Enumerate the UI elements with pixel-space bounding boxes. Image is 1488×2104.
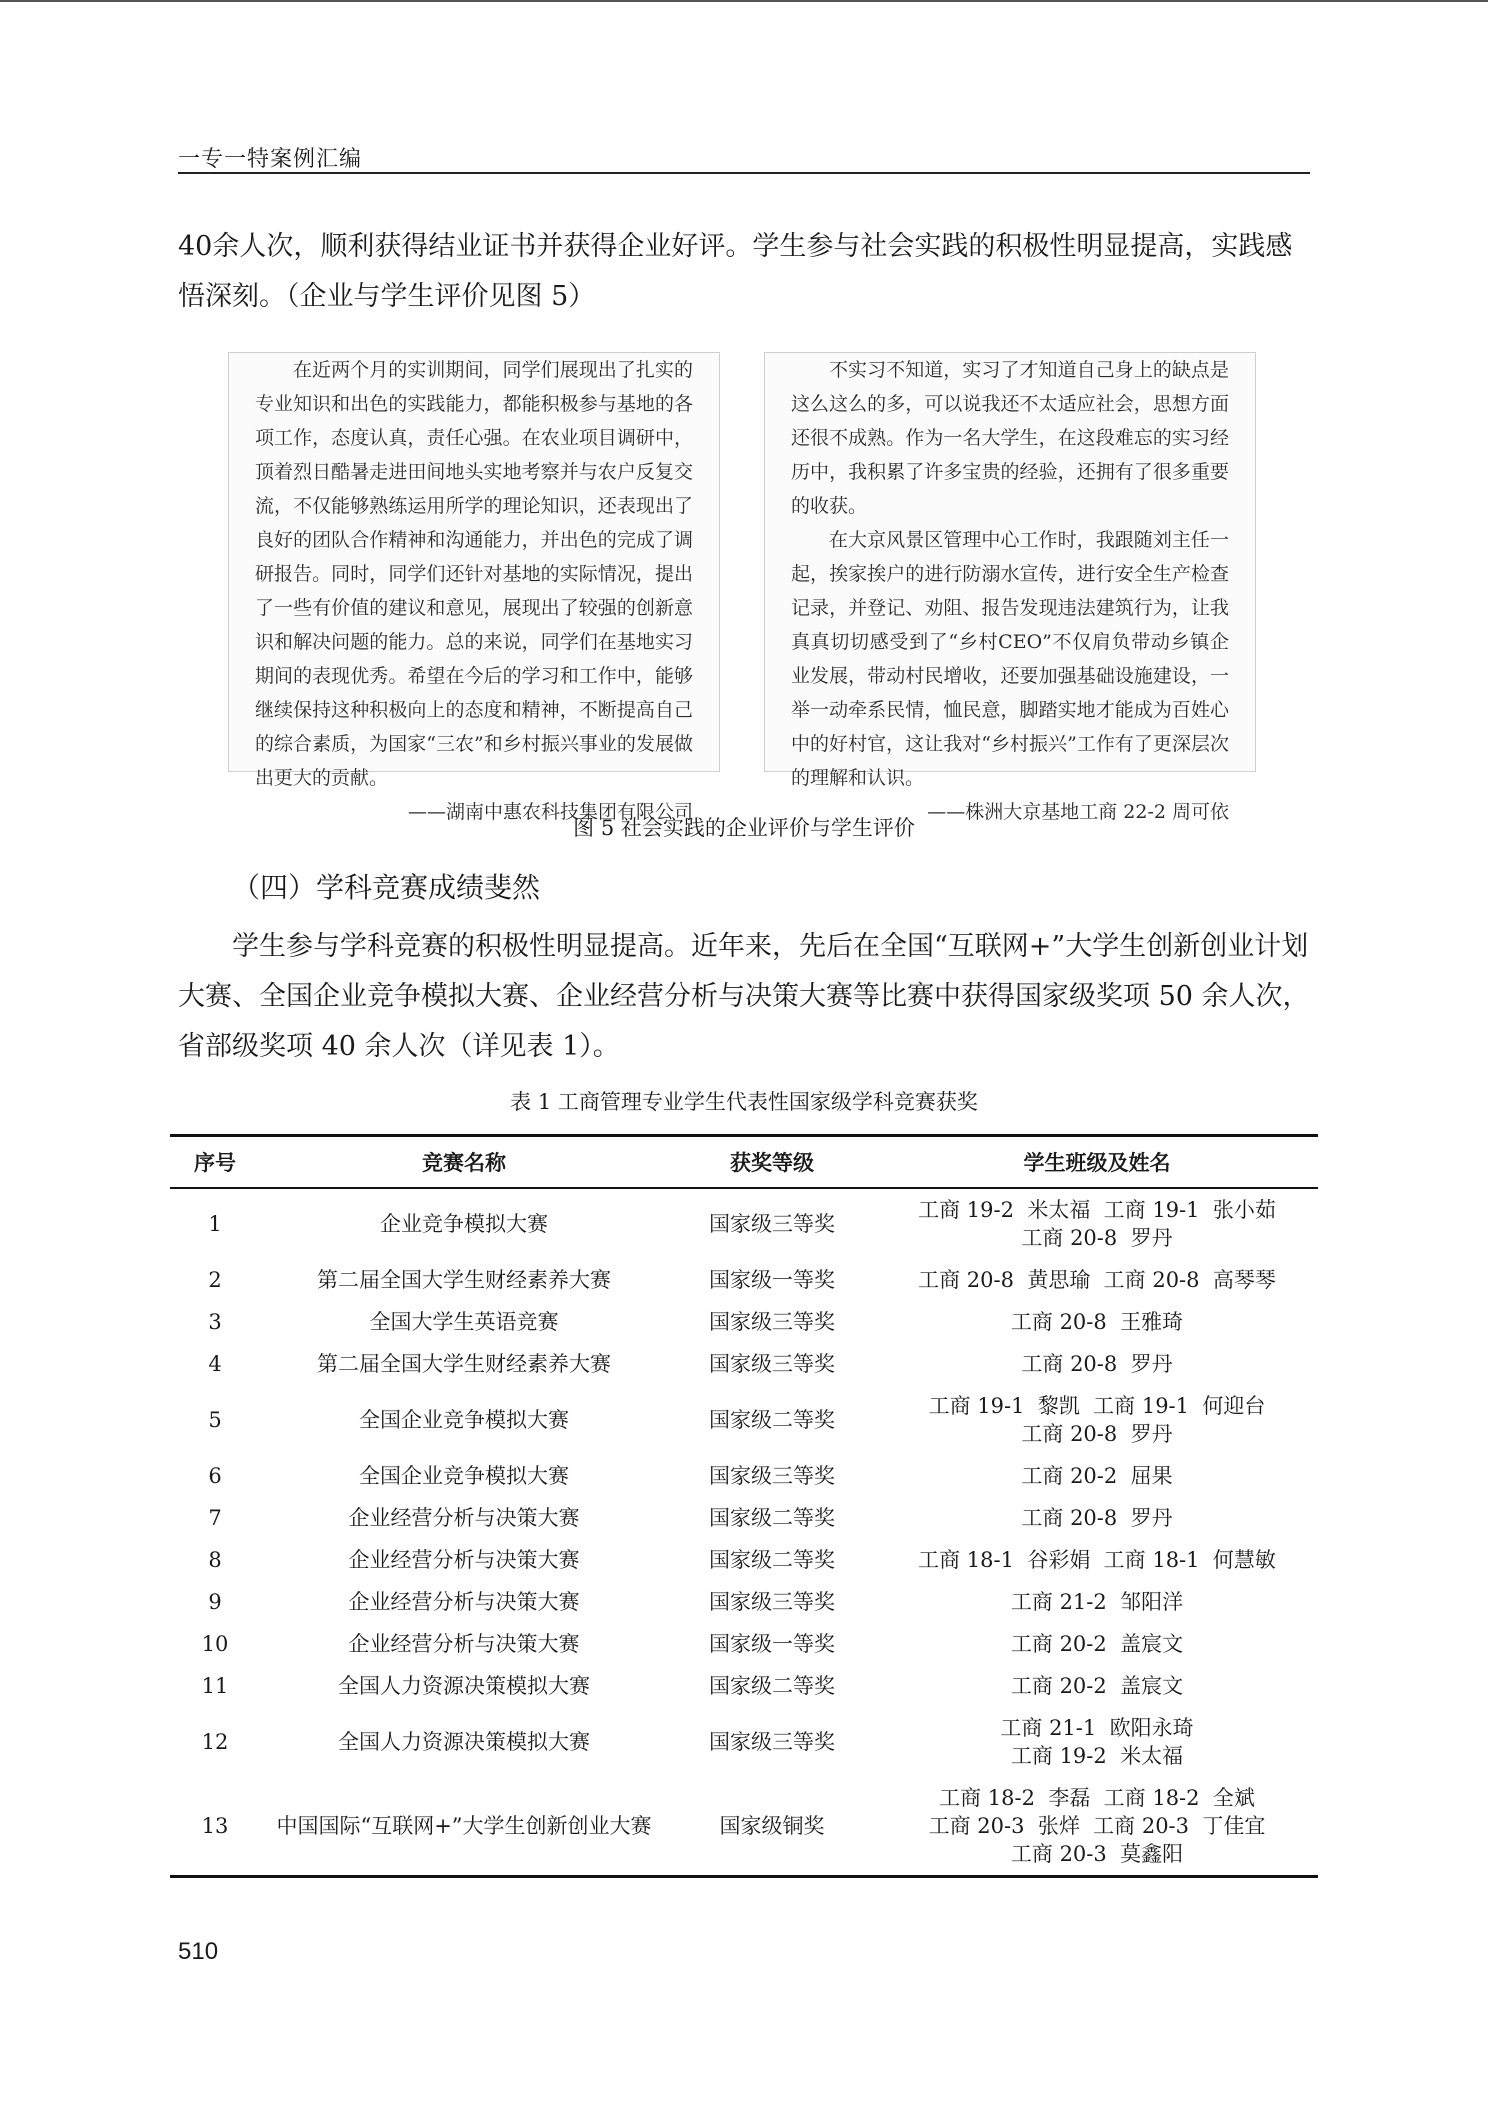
enterprise-evaluation-text: [255, 353, 693, 795]
student-line: 工商 20-8 黄思瑜 工商 20-8 高琴琴: [918, 1268, 1276, 1292]
cell-competition: 全国人力资源决策模拟大赛: [338, 1674, 590, 1698]
table-row: [170, 1497, 1318, 1539]
cell-award-level: 国家级二等奖: [709, 1506, 835, 1530]
cell-competition: 企业经营分析与决策大赛: [348, 1632, 580, 1656]
cell-number: 5: [208, 1408, 222, 1432]
cell-number: 8: [208, 1548, 222, 1572]
section-heading: （四）学科竞赛成绩斐然: [232, 871, 541, 904]
cell-award-level: 国家级铜奖: [668, 1777, 876, 1877]
enterprise-evaluation-panel: [228, 352, 720, 823]
header-number: 序号: [170, 1136, 260, 1189]
student-line: 工商 20-2 屈果: [1021, 1464, 1173, 1488]
student-line: 工商 20-8 罗丹: [1021, 1226, 1173, 1250]
cell-students: [876, 1665, 1318, 1707]
cell-number: 12: [201, 1730, 229, 1754]
cell-number: 9: [208, 1590, 222, 1614]
table-row: [170, 1777, 1318, 1877]
student-line: 工商 20-8 罗丹: [1021, 1352, 1173, 1376]
cell-competition: 全国大学生英语竞赛: [369, 1310, 559, 1334]
cell-number: 3: [208, 1310, 222, 1334]
enterprise-evaluation-paragraph: 在近两个月的实训期间，同学们展现出了扎实的专业知识和出色的实践能力，都能积极参与基地的各项工作，态度认真，责任心强。在农业项目调研中，顶着烈日酷暑走进田间地头实地考察并与农户反复交流，不仅能够熟练运用所学的理论知识，还表现出了良好的团队合作精神和沟通能力，并出色的完成了调研报告。同时，同学们还针对基地的实际情况，提出了一些有价值的建议和意见，展现出了较强的创新意识和解决问题的能力。总的来说，同学们在基地实习期间的表现优秀。希望在今后的学习和工作中，能够继续保持这种积极向上的态度和精神，不断提高自己的综合素质，为国家“三农”和乡村振兴事业的发展做出更大的贡献。: [255, 359, 693, 789]
student-evaluation-text: [791, 353, 1229, 795]
cell-award-level: 国家级二等奖: [709, 1548, 835, 1572]
cell-award-level: 国家级二等奖: [709, 1408, 835, 1432]
student-line: 工商 20-8 王雅琦: [1010, 1310, 1184, 1334]
table-row: [170, 1343, 1318, 1385]
cell-number: 1: [208, 1212, 222, 1236]
table-row: [170, 1581, 1318, 1623]
cell-students: [876, 1455, 1318, 1497]
table-row: [170, 1385, 1318, 1455]
student-line: 工商 18-2 李磊 工商 18-2 全斌: [939, 1786, 1255, 1810]
cell-competition: 企业经营分析与决策大赛: [348, 1590, 580, 1614]
cell-competition: 企业经营分析与决策大赛: [348, 1548, 580, 1572]
cell-award-level: 国家级三等奖: [709, 1730, 835, 1754]
cell-competition: 全国企业竞争模拟大赛: [359, 1464, 569, 1488]
cell-award-level: 国家级二等奖: [709, 1674, 835, 1698]
figure-caption: 图 5 社会实践的企业评价与学生评价: [573, 816, 915, 840]
student-line: 工商 20-8 罗丹: [1021, 1422, 1173, 1446]
table-caption: 表 1 工商管理专业学生代表性国家级学科竞赛获奖: [510, 1090, 978, 1114]
cell-students: [876, 1385, 1318, 1455]
cell-students: [876, 1188, 1318, 1259]
cell-competition: 第二届全国大学生财经素养大赛: [317, 1268, 611, 1292]
student-line: 工商 21-2 邹阳洋: [1010, 1590, 1184, 1614]
cell-competition: 企业竞争模拟大赛: [380, 1212, 548, 1236]
student-line: 工商 20-3 张烊 工商 20-3 丁佳宜: [928, 1814, 1266, 1838]
student-line: 工商 19-1 黎凯 工商 19-1 何迎台: [928, 1394, 1266, 1418]
cell-number: 10: [201, 1632, 229, 1656]
table-row: [170, 1665, 1318, 1707]
student-evaluation-signature: ——株洲大京基地工商 22-2 周可依: [927, 801, 1229, 823]
cell-award-level: 国家级三等奖: [709, 1352, 835, 1376]
student-line: 工商 20-2 盖宸文: [1010, 1632, 1184, 1656]
top-border-line: [0, 0, 1488, 2]
cell-students: [876, 1497, 1318, 1539]
table-header-row: [170, 1136, 1318, 1189]
cell-competition: 全国企业竞争模拟大赛: [359, 1408, 569, 1432]
student-line: 工商 20-3 莫鑫阳: [1010, 1842, 1184, 1866]
table-row: [170, 1623, 1318, 1665]
cell-students: [876, 1777, 1318, 1877]
student-line: 工商 19-2 米太福 工商 19-1 张小茹: [918, 1198, 1276, 1222]
cell-students: [876, 1259, 1318, 1301]
intro-paragraph: 40余人次，顺利获得结业证书并获得企业好评。学生参与社会实践的积极性明显提高，实践感悟深刻。（企业与学生评价见图 5）: [178, 231, 1293, 312]
enterprise-evaluation-signature: ——湖南中惠农科技集团有限公司: [407, 801, 693, 823]
student-evaluation-paragraph: 在大京风景区管理中心工作时，我跟随刘主任一起，挨家挨户的进行防溺水宣传，进行安全生产检查记录，并登记、劝阻、报告发现违法建筑行为，让我真真切切感受到了“乡村CEO”不仅肩负带动乡镇企业发展，带动村民增收，还要加强基础设施建设，一举一动牵系民情，恤民意，脚踏实地才能成为百姓心中的好村官，这让我对“乡村振兴”工作有了更深层次的理解和认识。: [791, 529, 1229, 789]
student-line: 工商 19-2 米太福: [1010, 1744, 1184, 1768]
cell-award-level: 国家级三等奖: [709, 1212, 835, 1236]
header-award-level: 获奖等级: [668, 1136, 876, 1189]
cell-number: 2: [208, 1268, 222, 1292]
cell-competition: 中国国际“互联网+”大学生创新创业大赛: [260, 1777, 668, 1877]
header-competition: 竞赛名称: [260, 1136, 668, 1189]
cell-number: 11: [201, 1674, 229, 1698]
page-number: 510: [178, 1938, 219, 1965]
header-divider: [178, 172, 1310, 174]
cell-students: [876, 1707, 1318, 1777]
table-row: [170, 1707, 1318, 1777]
cell-number: 4: [208, 1352, 222, 1376]
table-row: [170, 1301, 1318, 1343]
cell-students: [876, 1623, 1318, 1665]
cell-competition: 全国人力资源决策模拟大赛: [338, 1730, 590, 1754]
table-row: [170, 1188, 1318, 1259]
cell-number: 6: [208, 1464, 222, 1488]
cell-competition: 企业经营分析与决策大赛: [348, 1506, 580, 1530]
awards-table: [170, 1134, 1318, 1878]
cell-number: 7: [208, 1506, 222, 1530]
student-evaluation-paragraph: 不实习不知道，实习了才知道自己身上的缺点是这么这么的多，可以说我还不太适应社会，思想方面还很不成熟。作为一名大学生，在这段难忘的实习经历中，我积累了许多宝贵的经验，还拥有了很多重要的收获。: [791, 359, 1229, 517]
cell-award-level: 国家级三等奖: [709, 1310, 835, 1334]
cell-students: [876, 1343, 1318, 1385]
cell-award-level: 国家级一等奖: [709, 1268, 835, 1292]
table-row: [170, 1539, 1318, 1581]
header-students: 学生班级及姓名: [876, 1136, 1318, 1189]
student-line: 工商 21-1 欧阳永琦: [1000, 1716, 1194, 1740]
student-evaluation-panel: [764, 352, 1256, 823]
table-row: [170, 1455, 1318, 1497]
student-line: 工商 18-1 谷彩娟 工商 18-1 何慧敏: [918, 1548, 1276, 1572]
student-line: 工商 20-8 罗丹: [1021, 1506, 1173, 1530]
cell-competition: 第二届全国大学生财经素养大赛: [317, 1352, 611, 1376]
cell-award-level: 国家级三等奖: [709, 1464, 835, 1488]
cell-number: 13: [170, 1777, 260, 1877]
cell-award-level: 国家级三等奖: [709, 1590, 835, 1614]
cell-students: [876, 1539, 1318, 1581]
cell-students: [876, 1301, 1318, 1343]
body-paragraph: 学生参与学科竞赛的积极性明显提高。近年来，先后在全国“互联网+”大学生创新创业计划大赛、全国企业竞争模拟大赛、企业经营分析与决策大赛等比赛中获得国家级奖项 50 余人次，省部级奖项 40 余人次（详见表 1）。: [178, 931, 1310, 1062]
student-line: 工商 20-2 盖宸文: [1010, 1674, 1184, 1698]
running-header: 一专一特案例汇编: [178, 147, 363, 172]
cell-students: [876, 1581, 1318, 1623]
cell-award-level: 国家级一等奖: [709, 1632, 835, 1656]
table-row: [170, 1259, 1318, 1301]
